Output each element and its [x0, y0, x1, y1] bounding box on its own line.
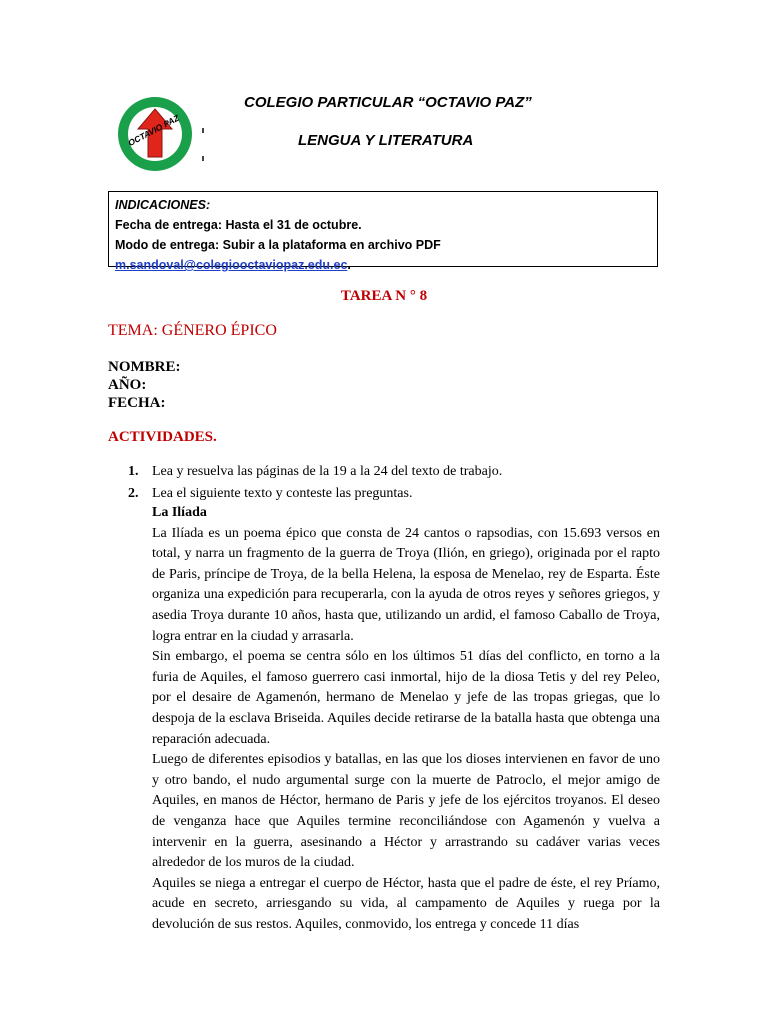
- logo-mark: [202, 128, 204, 133]
- reading-paragraph: Aquiles se niega a entregar el cuerpo de Héctor, hasta que el padre de éste, el rey Príamo, acude en secreto, arriesgando su vida, al campamento de Aquiles y ruega por la devolución de sus restos. Aquiles, conmovido, los entrega y concede 11 días: [152, 875, 660, 932]
- school-name: COLEGIO PARTICULAR “OCTAVIO PAZ”: [244, 94, 532, 111]
- year-field-label: AÑO:: [108, 377, 147, 393]
- logo-text: OCTAVIO PAZ: [126, 112, 181, 148]
- activities-list: [128, 461, 662, 505]
- reading-paragraph: La Ilíada es un poema épico que consta de 24 cantos o rapsodias, con 15.693 versos en total, y narra un fragmento de la guerra de Troya (Ilión, en griego), originada por el rapto de Paris, príncipe de Troya, de la bella Helena, la esposa de Menelao, rey de Esparta. Éste organiza una expedición para recuperarla, con la ayuda de otros reyes y señores griegos, y asedia Troya durante 10 años, hasta que, utilizando un ardid, el famoso Caballo de Troya, logra entrar en la ciudad y arrasarla.: [152, 525, 660, 644]
- email-link[interactable]: m.sandoval@colegiooctaviopaz.edu.ec: [115, 258, 348, 272]
- list-item-number: 1.: [128, 464, 139, 479]
- topic-title: TEMA: GÉNERO ÉPICO: [108, 322, 277, 339]
- list-item-text: Lea el siguiente texto y conteste las preguntas.: [152, 486, 413, 501]
- reading-paragraph: Luego de diferentes episodios y batallas, en las que los dioses intervienen en favor de uno y otro bando, el nudo argumental surge con la muerte de Patroclo, el mejor amigo de Aquiles, en manos de Héctor, hermano de Paris y jefe de los ejércitos troyanos. El deseo de venganza hace que Aquiles termine reconciliándose con Agamenón y vuelva a intervenir en la guerra, asesinando a Héctor y arrastrando su cadáver varias veces alrededor de los muros de la ciudad.: [152, 752, 660, 871]
- activities-heading: ACTIVIDADES.: [108, 429, 217, 445]
- date-field-label: FECHA:: [108, 395, 166, 411]
- due-date: Fecha de entrega: Hasta el 31 de octubre.: [115, 218, 362, 232]
- reading-passage: [152, 503, 660, 935]
- list-item: [128, 483, 662, 505]
- school-logo: [116, 95, 194, 173]
- reading-paragraph: Sin embargo, el poema se centra sólo en los últimos 51 días del conflicto, en torno a la furia de Aquiles, el famoso guerrero casi inmortal, hijo de la diosa Tetis y del rey Peleo, por el desaire de Agamenón, hermano de Menelao y jefe de las tropas griegas, que lo despoja de la esclava Briseida. Aquiles decide retirarse de la batalla hasta que obtenga una reparación adecuada.: [152, 649, 660, 747]
- logo-emblem-icon: [116, 95, 194, 173]
- assignment-title: TAREA N ° 8: [340, 288, 428, 304]
- list-item: [128, 461, 662, 483]
- delivery-mode: Modo de entrega: Subir a la plataforma en archivo PDF: [115, 238, 441, 252]
- email-line: [115, 255, 657, 275]
- logo-mark: [202, 156, 204, 161]
- list-item-number: 2.: [128, 486, 139, 501]
- indications-title: INDICACIONES:: [115, 198, 211, 212]
- list-item-text: Lea y resuelva las páginas de la 19 a la 24 del texto de trabajo.: [152, 464, 503, 479]
- reading-title: La Ilíada: [152, 505, 207, 520]
- email-suffix: .: [347, 258, 351, 272]
- student-fields: [108, 358, 181, 412]
- subject-title: LENGUA Y LITERATURA: [298, 132, 474, 149]
- name-field-label: NOMBRE:: [108, 359, 181, 375]
- indications-box: [108, 191, 658, 272]
